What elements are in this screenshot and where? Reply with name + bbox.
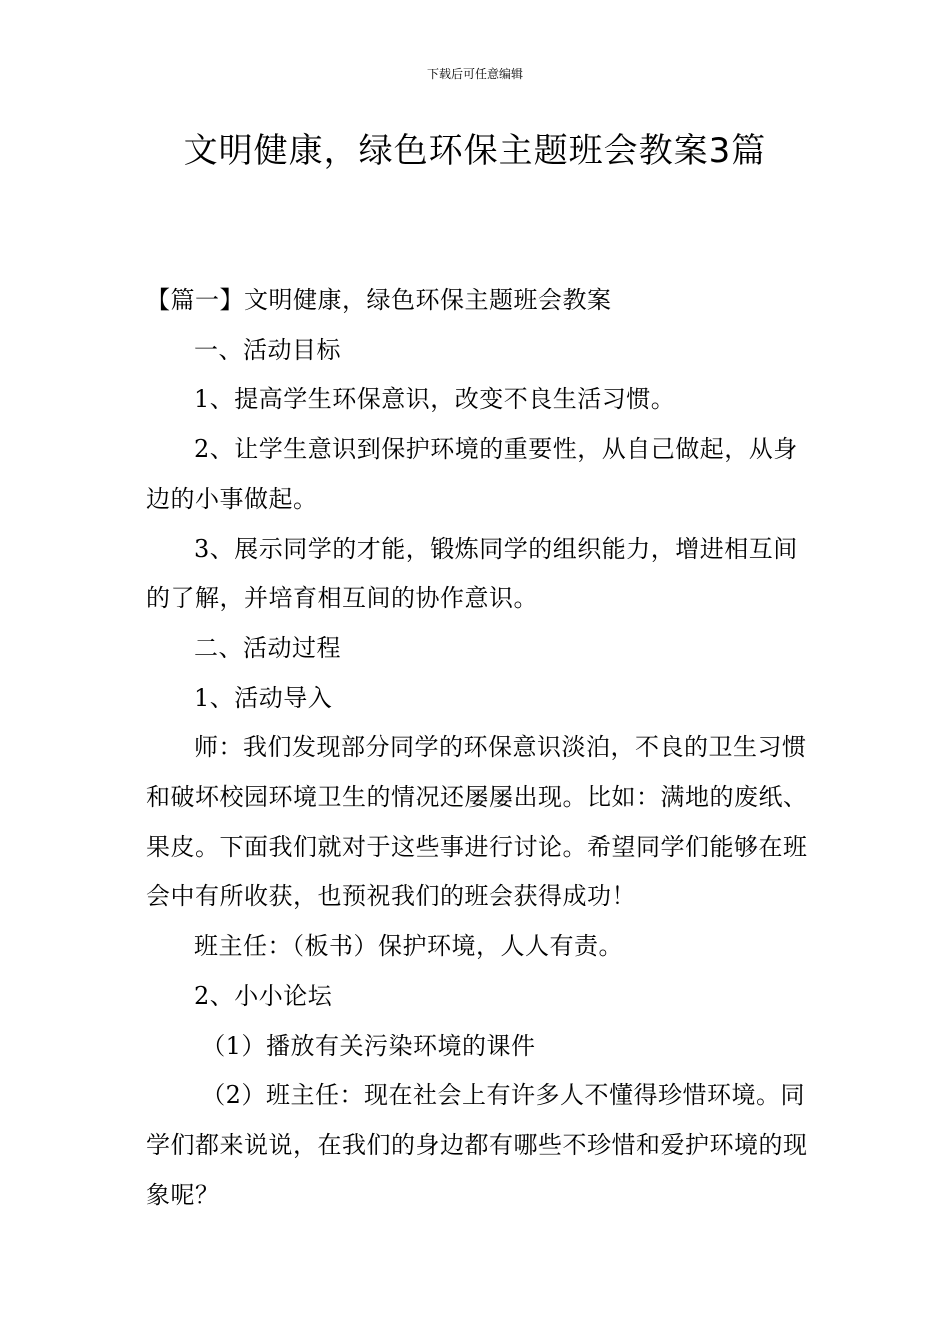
paragraph: 1、提高学生环保意识，改变不良生活习惯。 [194,385,676,414]
paragraph: 2、小小论坛 [194,981,333,1010]
paragraph: 二、活动过程 [194,633,341,662]
section-heading: 【篇一】文明健康，绿色环保主题班会教案 [146,286,612,314]
paragraph: 1、活动导入 [194,683,333,712]
paragraph: 2、让学生意识到保护环境的重要性，从自己做起，从身边的小事做起。 [146,435,798,513]
paragraph: （2）班主任：现在社会上有许多人不懂得珍惜环境。同学们都来说说，在我们的身边都有哪些不珍惜和爱护环境的现象呢？ [146,1081,808,1209]
paragraph: 班主任：（板书）保护环境，人人有责。 [194,932,623,961]
paragraph: 师：我们发现部分同学的环保意识淡泊，不良的卫生习惯和破坏校园环境卫生的情况还屡屡出现。比如：满地的废纸、果皮。下面我们就对于这些事进行讨论。希望同学们能够在班会中有所收获，也预祝我们的班会获得成功！ [146,733,808,911]
document-title: 文明健康，绿色环保主题班会教案3篇 [183,131,767,171]
paragraph: 一、活动目标 [194,335,341,364]
header-note: 下载后可任意编辑 [426,67,523,81]
document-body [146,276,810,1220]
paragraph: （1）播放有关污染环境的课件 [201,1031,536,1060]
paragraph: 3、展示同学的才能，锻炼同学的组织能力，增进相互间的了解，并培育相互间的协作意识。 [146,534,798,613]
